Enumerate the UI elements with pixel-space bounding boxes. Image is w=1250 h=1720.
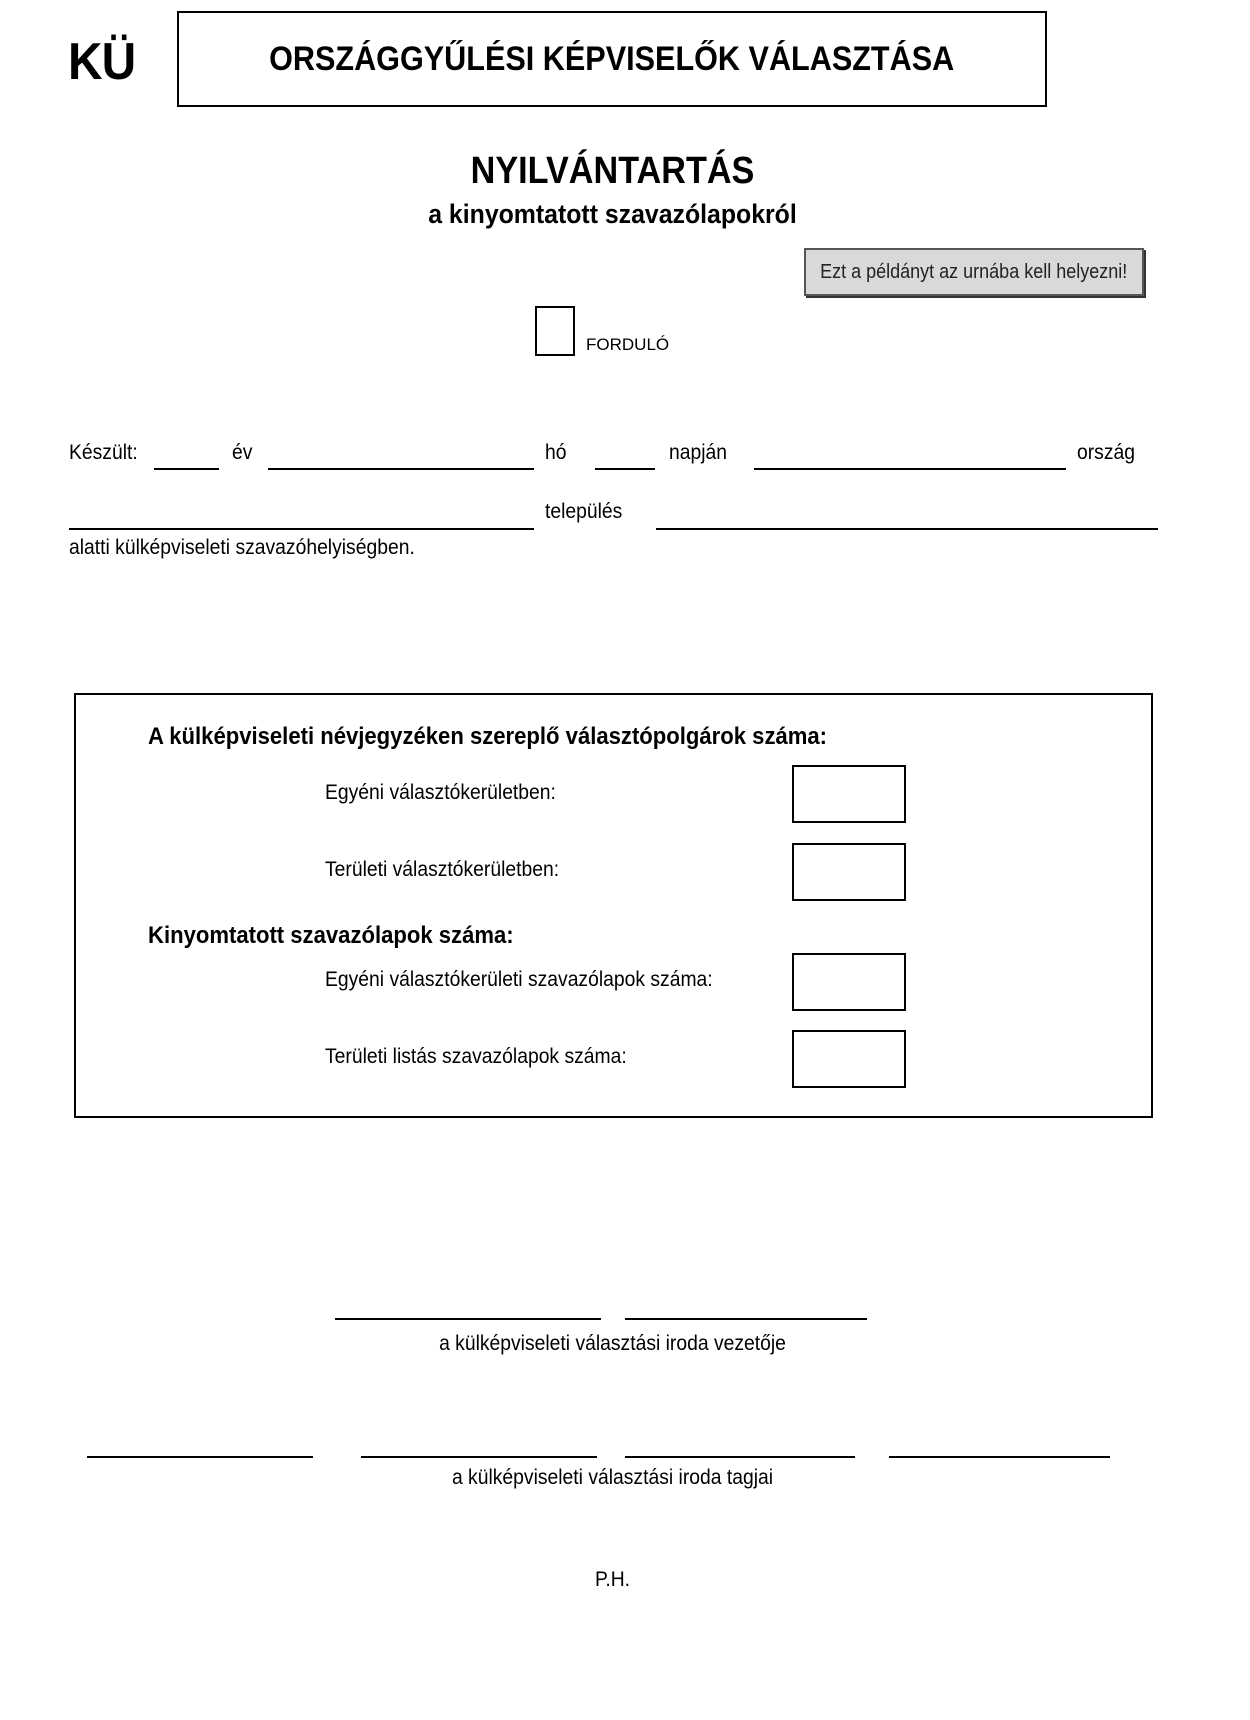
year-label: év [232,441,253,464]
header-box [177,11,1047,107]
address-field[interactable] [656,528,1158,530]
voters-individual-input[interactable] [792,765,906,823]
voters-individual-label: Egyéni választókerületben: [325,781,556,804]
form-code: KÜ [68,33,136,91]
ballots-list-input[interactable] [792,1030,906,1088]
members-caption: a külképviseleti választási iroda tagjai [451,1466,774,1489]
country-label: ország [1077,441,1135,464]
document-title: NYILVÁNTARTÁS [470,150,755,192]
leader-signature-line-2[interactable] [625,1318,867,1320]
header-title: ORSZÁGGYŰLÉSI KÉPVISELŐK VÁLASZTÁSA [269,39,955,78]
voters-territorial-input[interactable] [792,843,906,901]
year-field[interactable] [154,468,219,470]
ballots-individual-label: Egyéni választókerületi szavazólapok száma: [325,968,713,991]
city-field[interactable] [69,528,534,530]
member-signature-line-4[interactable] [889,1456,1110,1458]
country-field[interactable] [754,468,1066,470]
ballots-heading: Kinyomtatott szavazólapok száma: [148,922,514,949]
member-signature-line-2[interactable] [361,1456,597,1458]
member-signature-line-3[interactable] [625,1456,855,1458]
urn-notice-box [804,248,1144,296]
voters-territorial-label: Területi választókerületben: [325,858,560,881]
round-label: FORDULÓ [586,335,670,354]
made-label: Készült: [69,441,138,464]
location-suffix: alatti külképviseleti szavazóhelyiségben. [69,536,415,559]
document-subtitle: a kinyomtatott szavazólapokról [428,199,797,229]
urn-notice-text: Ezt a példányt az urnába kell helyezni! [820,260,1128,283]
leader-signature-line-1[interactable] [335,1318,601,1320]
round-number-box[interactable] [535,306,575,356]
settlement-label: település [545,500,623,523]
ballots-individual-input[interactable] [792,953,906,1011]
member-signature-line-1[interactable] [87,1456,313,1458]
day-label: napján [669,441,728,464]
month-field[interactable] [268,468,534,470]
voters-heading: A külképviseleti névjegyzéken szereplő választópolgárok száma: [148,723,828,750]
month-label: hó [545,441,567,464]
stamp-placeholder: P.H. [594,1568,631,1591]
counts-box [74,693,1153,1118]
leader-caption: a külképviseleti választási iroda vezetője [439,1332,786,1355]
ballots-list-label: Területi listás szavazólapok száma: [325,1045,627,1068]
day-field[interactable] [595,468,655,470]
